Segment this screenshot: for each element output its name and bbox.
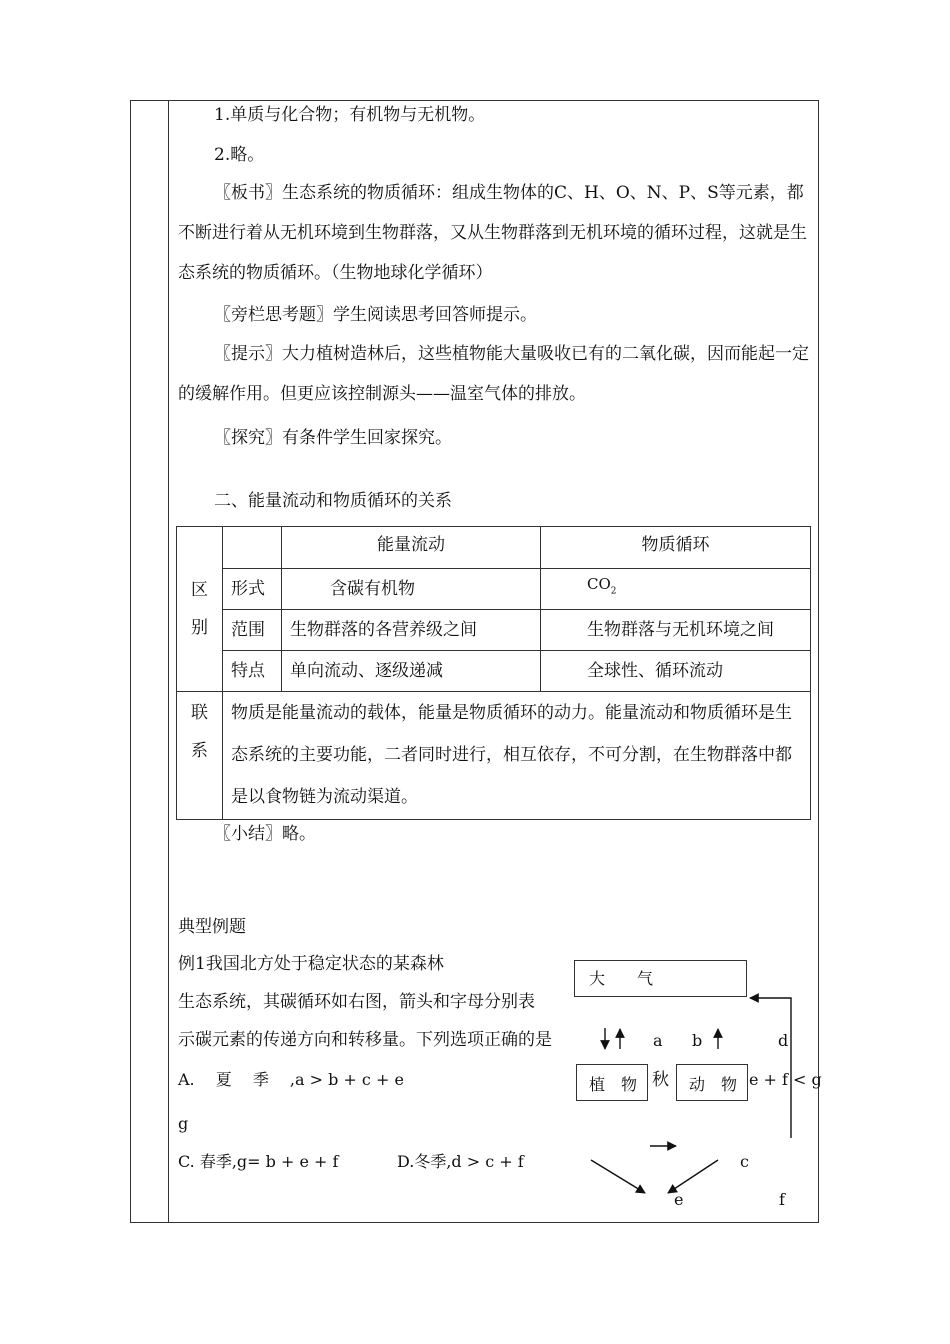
sidebar-question: 〖旁栏思考题〗学生阅读思考回答师提示。 (214, 305, 537, 325)
scope-energy: 生物群落的各营养级之间 (282, 610, 541, 651)
arrow-plant-to-decomposer (591, 1160, 645, 1193)
example-heading: 典型例题 (178, 917, 246, 937)
feature-energy: 单向流动、逐级递减 (282, 651, 541, 692)
atmosphere-label: 大 气 (589, 969, 654, 988)
animal-label: 动 物 (689, 1075, 738, 1094)
answer-line-1: 1.单质与化合物；有机物与无机物。 (214, 105, 486, 125)
diff-label-2: 别 (191, 618, 208, 638)
col-header-matter: 物质循环 (541, 527, 811, 569)
hint-paragraph: 〖提示〗大力植树造林后，这些植物能大量吸收已有的二氧化碳，因而能起一定的缓解作用。但更应该控制源头——温室气体的排放。 (178, 344, 809, 404)
option-b-fragment: 秋 (652, 1070, 669, 1090)
row-name-form: 形式 (223, 569, 282, 610)
option-c: C. 春季,g= b + e + f (178, 1152, 339, 1171)
arrow-animal-to-decomposer (668, 1160, 718, 1193)
option-d: D.冬季,d > c + f (397, 1152, 524, 1171)
section-title: 二、能量流动和物质循环的关系 (214, 491, 452, 511)
label-d: d (778, 1031, 789, 1050)
answer-line-2: 2.略。 (214, 145, 265, 165)
co2-main: CO (587, 575, 611, 593)
explore-line: 〖探究〗有条件学生回家探究。 (214, 428, 452, 448)
label-c: c (740, 1152, 749, 1171)
co2-sub: 2 (610, 586, 617, 597)
row-name-scope: 范围 (223, 610, 282, 651)
label-e: e (674, 1190, 684, 1209)
plant-label: 植 物 (589, 1075, 638, 1094)
question-line-1: 例1我国北方处于稳定状态的某森林 (178, 954, 444, 974)
option-b-wrap: g (178, 1114, 189, 1133)
label-a: a (653, 1031, 663, 1050)
option-b-end: e + f < g (749, 1070, 822, 1089)
scope-matter: 生物群落与无机环境之间 (541, 610, 811, 651)
feature-matter: 全球性、循环流动 (541, 651, 811, 692)
label-b: b (692, 1031, 703, 1050)
row-name-feature: 特点 (223, 651, 282, 692)
form-energy: 含碳有机物 (282, 569, 541, 610)
link-text: 物质是能量流动的载体，能量是物质循环的动力。能量流动和物质循环是生态系统的主要功能，二者同时进行，相互依存，不可分割，在生物群落中都是以食物链为流动渠道。 (223, 692, 811, 820)
link-label-2: 系 (191, 741, 208, 761)
question-line-2: 生态系统，其碳循环如右图，箭头和字母分别表 (178, 992, 535, 1012)
question-line-3: 示碳元素的传递方向和转移量。下列选项正确的是 (178, 1030, 552, 1050)
option-a: A. 夏 季 ,a > b + c + e (178, 1070, 404, 1089)
link-label-1: 联 (191, 703, 208, 723)
diff-label-1: 区 (191, 580, 208, 600)
board-paragraph: 〖板书〗生态系统的物质循环：组成生物体的C、H、O、N、P、S等元素，都不断进行着从无机环境到生物群落，又从生物群落到无机环境的循环过程，这就是生态系统的物质循环。（生物地球化学循环） (178, 183, 807, 283)
col-header-energy: 能量流动 (282, 527, 541, 569)
summary-line: 〖小结〗略。 (214, 824, 316, 844)
label-f: f (779, 1190, 785, 1209)
arrow-decomposer-to-atmosphere (750, 998, 791, 1138)
